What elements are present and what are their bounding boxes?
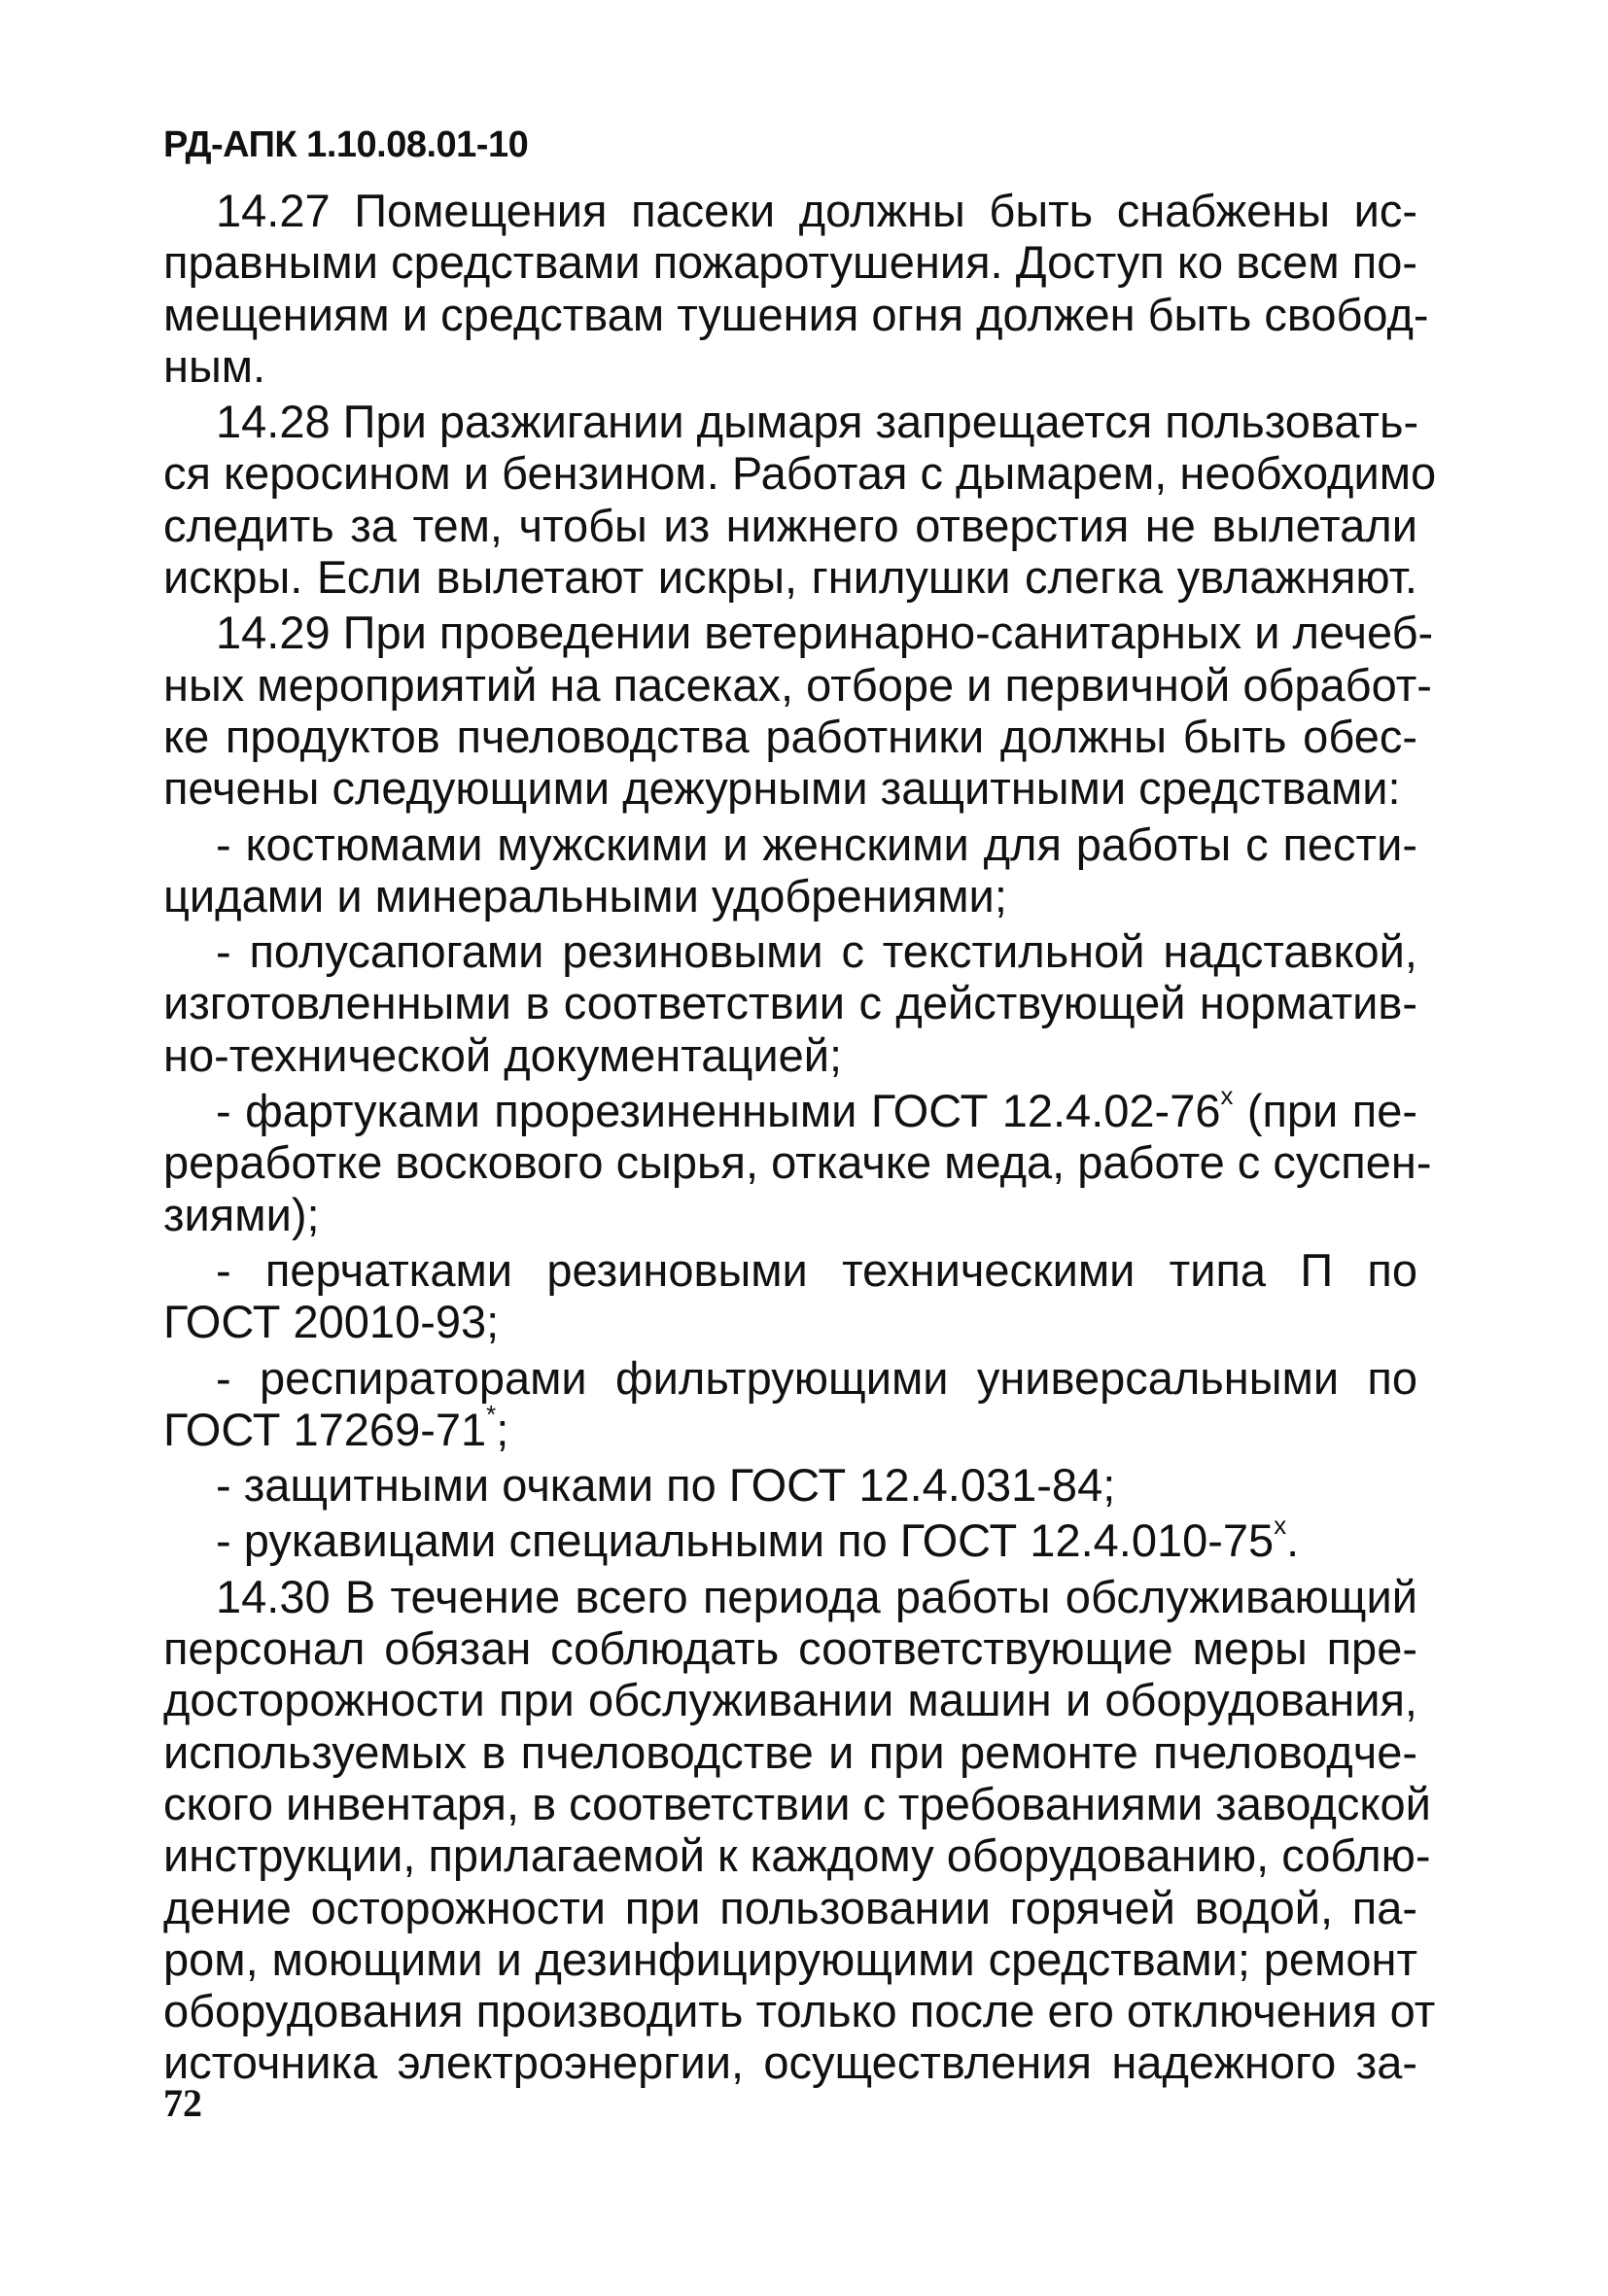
document-body — [163, 185, 1437, 2089]
text-line: источника электроэнергии, осуществления надежного за- — [163, 2036, 1417, 2089]
text-segment: - рукавицами специальными по ГОСТ 12.4.010-75 — [216, 1514, 1275, 1567]
text-segment: ; — [496, 1403, 509, 1455]
text-line: ского инвентаря, в соответствии с требованиями заводской — [163, 1777, 1431, 1829]
list-item — [163, 1082, 1432, 1240]
text-line: - защитными очками по ГОСТ 12.4.031-84; — [216, 1459, 1116, 1512]
list-item — [163, 1514, 1417, 1566]
text-line: печены следующими дежурными защитными средствами: — [163, 762, 1401, 815]
superscript-mark: х — [1274, 1513, 1287, 1541]
text-line: персонал обязан соблюдать соответствующие меры пре- — [163, 1622, 1417, 1675]
list-item — [163, 1244, 1417, 1348]
text-line: но-технической документацией; — [163, 1028, 843, 1081]
text-line: цидами и минеральными удобрениями; — [163, 869, 1007, 922]
text-line — [163, 1082, 1417, 1137]
text-line: 14.28 При разжигании дымаря запрещается пользовать- — [216, 396, 1419, 448]
text-segment: . — [1286, 1514, 1300, 1567]
text-segment: ГОСТ 17269-71 — [163, 1403, 487, 1455]
text-line: - респираторами фильтрующими универсальными по — [216, 1351, 1417, 1404]
page-number: 72 — [163, 2081, 202, 2125]
text-segment: (при пе- — [1233, 1085, 1417, 1137]
paragraph-14-29 — [163, 607, 1434, 815]
text-line: используемых в пчеловодстве и при ремонте пчеловодче- — [163, 1725, 1417, 1778]
text-line: - перчатками резиновыми техническими типа П по — [216, 1243, 1417, 1296]
superscript-mark: * — [486, 1401, 497, 1429]
text-line: зиями); — [163, 1188, 320, 1240]
paragraph-14-30 — [163, 1570, 1436, 2089]
text-line: изготовленными в соответствии с действующей норматив- — [163, 977, 1417, 1029]
paragraph-14-28 — [163, 396, 1437, 604]
text-line: ке продуктов пчеловодства работники должны быть обес- — [163, 710, 1417, 762]
text-line: - костюмами мужскими и женскими для работы с пести- — [216, 818, 1417, 870]
text-line: 14.29 При проведении ветеринарно-санитарных и лечеб- — [216, 607, 1434, 659]
superscript-mark: х — [1220, 1082, 1234, 1110]
text-segment: - фартуками прорезиненными ГОСТ 12.4.02-76 — [216, 1085, 1221, 1137]
protective-equipment-list — [163, 818, 1432, 1567]
document-code-header: РД-АПК 1.10.08.01-10 — [163, 124, 529, 165]
text-line: правными средствами пожаротушения. Доступ ко всем по- — [163, 236, 1417, 289]
text-line: оборудования производить только после его отключения от — [163, 1985, 1436, 2037]
text-line: ных мероприятий на пасеках, отборе и первичной обработ- — [163, 658, 1432, 711]
text-line: следить за тем, чтобы из нижнего отверстия не вылетали — [163, 499, 1417, 551]
list-item — [163, 1459, 1417, 1511]
text-line: ным. — [163, 339, 266, 392]
text-line: инструкции, прилагаемой к каждому оборудованию, соблю- — [163, 1829, 1431, 1882]
text-line: дение осторожности при пользовании горячей водой, па- — [163, 1881, 1417, 1933]
list-item — [163, 1352, 1417, 1456]
paragraph-14-27 — [163, 185, 1429, 392]
text-line: ГОСТ 20010-93; — [163, 1296, 500, 1348]
text-line: ром, моющими и дезинфицирующими средствами; ремонт — [163, 1932, 1417, 1985]
text-line: мещениям и средствам тушения огня должен быть свобод- — [163, 288, 1429, 340]
text-line: ся керосином и бензином. Работая с дымарем, необходимо — [163, 447, 1437, 500]
text-line: 14.27 Помещения пасеки должны быть снабжены ис- — [216, 185, 1417, 236]
text-line: искры. Если вылетают искры, гнилушки слегка увлажняют. — [163, 551, 1417, 604]
text-line — [163, 1401, 1417, 1455]
text-line: досторожности при обслуживании машин и оборудования, — [163, 1674, 1417, 1726]
list-item — [163, 925, 1417, 1081]
text-line: 14.30 В течение всего периода работы обслуживающий — [216, 1570, 1417, 1622]
text-line: реработке воскового сырья, откачке меда, работе с суспен- — [163, 1136, 1432, 1189]
text-line — [163, 1514, 1417, 1566]
list-item — [163, 818, 1417, 922]
text-line: - полусапогами резиновыми с текстильной надставкой, — [216, 925, 1417, 978]
